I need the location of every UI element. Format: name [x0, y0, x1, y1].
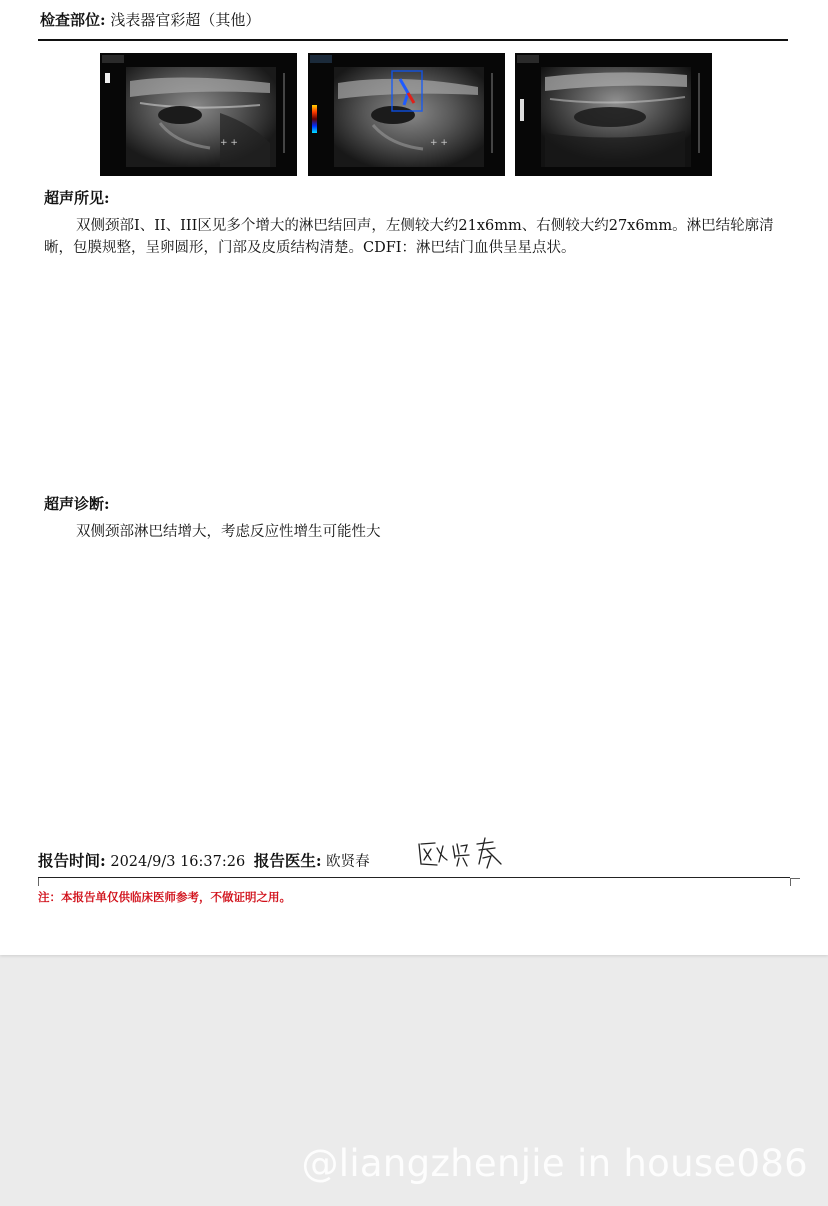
footer-divider — [38, 877, 790, 878]
findings-title: 超声所见: — [44, 189, 110, 207]
disclaimer-note: 注：本报告单仅供临床医师参考，不做证明之用。 — [38, 890, 291, 904]
exam-site-line — [40, 0, 788, 40]
doctor-signature — [415, 834, 505, 872]
diagnosis-title: 超声诊断: — [44, 495, 110, 513]
diagnosis-text: 双侧颈部淋巴结增大，考虑反应性增生可能性大 — [76, 524, 381, 540]
svg-text:+ +: + + — [430, 138, 448, 148]
ultrasound-image-1 — [100, 53, 297, 176]
ultrasound-image-3 — [515, 53, 712, 176]
header-divider — [38, 39, 788, 41]
ultrasound-image-row — [100, 53, 712, 176]
report-time-value: 2024/9/3 16:37:26 — [110, 854, 246, 870]
exam-site-value: 浅表器官彩超（其他） — [110, 11, 261, 29]
corner-mark-left — [38, 878, 39, 886]
doctor-label: 报告医生: — [253, 851, 322, 870]
findings-text: 双侧颈部I、II、III区见多个增大的淋巴结回声，左侧较大约21x6mm、右侧较大约27x6mm。淋巴结轮廓清晰，包膜规整，呈卵圆形，门部及皮质结构清楚。CDFI：淋巴结门血供呈星点状。 — [44, 218, 774, 256]
watermark: @liangzhenjie in house086 — [301, 1142, 808, 1185]
exam-site-label: 检查部位: — [40, 11, 106, 29]
ultrasound-image-2 — [308, 53, 505, 176]
doctor-name: 欧贤春 — [326, 854, 370, 870]
report-time-label: 报告时间: — [38, 851, 106, 870]
svg-text:+ +: + + — [220, 138, 238, 148]
corner-mark-right — [790, 878, 800, 886]
